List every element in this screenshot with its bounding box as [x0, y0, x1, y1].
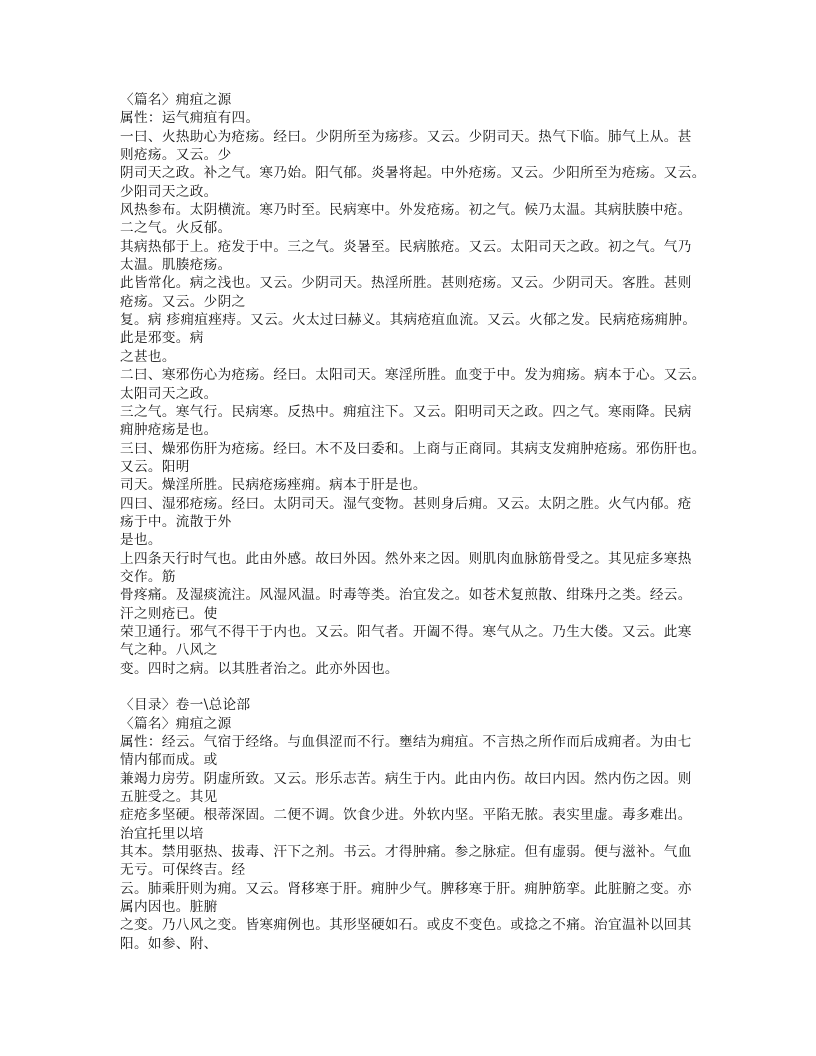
text-line: 五脏受之。其见 — [120, 789, 218, 806]
text-line: 无亏。可保终吉。经 — [120, 862, 246, 879]
text-line: 气之种。八风之 — [120, 642, 218, 659]
text-line: 阴司天之政。补之气。寒乃始。阳气郁。炎暑将起。中外疮疡。又云。少阳所至为疮疡。又云。 — [120, 165, 706, 182]
chapter-title-line: 〈篇名〉痈疽之源 — [120, 92, 232, 108]
text-line: 交作。筋 — [120, 568, 176, 585]
text-line: 治宜托里以培 — [120, 825, 204, 842]
text-line: 少阳司天之政。 — [120, 183, 218, 200]
document-page — [120, 91, 710, 953]
text-line: 三之气。寒气行。民病寒。反热中。痈疽注下。又云。阳明司天之政。四之气。寒雨降。民病 — [120, 403, 692, 420]
text-line: 太阳司天之政。 — [120, 385, 218, 402]
text-line: 荣卫通行。邪气不得干于内也。又云。阳气者。开阖不得。寒气从之。乃生大偻。又云。此寒 — [120, 623, 692, 640]
text-line: 此皆常化。病之浅也。又云。少阴司天。热淫所胜。甚则疮疡。又云。少阴司天。客胜。甚则 — [120, 275, 692, 292]
catalog-line: 〈目录〉卷一\总论部 — [120, 697, 251, 714]
chapter-title-line: 〈篇名〉痈疽之源 — [120, 715, 232, 732]
text-line: 则疮疡。又云。少 — [120, 147, 232, 164]
text-line: 汗之则疮已。使 — [120, 605, 218, 622]
text-line: 其本。禁用驱热、拔毒、汗下之剂。书云。才得肿痛。参之脉症。但有虚弱。便与滋补。气血 — [120, 844, 692, 861]
text-line: 疡于中。流散于外 — [120, 513, 232, 530]
section-source-of-abscess-internal — [120, 696, 710, 953]
text-line: 云。肺乘肝则为痈。又云。肾移寒于肝。痈肿少气。脾移寒于肝。痈肿筋挛。此脏腑之变。亦 — [120, 880, 692, 897]
text-line: 属内因也。脏腑 — [120, 899, 218, 916]
text-line: 之变。乃八风之变。皆寒痈例也。其形坚硬如石。或皮不变色。或捻之不痛。治宜温补以回其 — [120, 917, 692, 934]
text-line: 四曰、湿邪疮疡。经曰。太阴司天。湿气变物。甚则身后痈。又云。太阴之胜。火气内郁。疮 — [120, 495, 692, 512]
section-source-of-abscess-external — [120, 91, 710, 678]
text-line: 风热参布。太阴横流。寒乃时至。民病寒中。外发疮疡。初之气。候乃太温。其病肤腠中疮。 — [120, 202, 692, 219]
text-line: 是也。 — [120, 532, 162, 549]
text-line: 司天。燥淫所胜。民病疮疡痤痈。病本于肝是也。 — [120, 477, 427, 494]
text-line: 兼竭力房劳。阴虚所致。又云。形乐志苦。病生于内。此由内伤。故曰内因。然内伤之因。则 — [120, 770, 692, 787]
attribute-line: 属性：运气痈疽有四。 — [120, 110, 260, 127]
text-line: 此是邪变。病 — [120, 330, 204, 347]
text-line: 阳。如参、附、 — [120, 935, 218, 952]
text-line: 痈肿疮疡是也。 — [120, 422, 218, 439]
text-line: 太温。肌腠疮疡。 — [120, 257, 232, 274]
text-line: 上四条天行时气也。此由外感。故曰外因。然外来之因。则肌肉血脉筋骨受之。其见症多寒热 — [120, 550, 692, 567]
text-line: 其病热郁于上。疮发于中。三之气。炎暑至。民病脓疮。又云。太阳司天之政。初之气。气乃 — [120, 238, 692, 255]
text-line: 情内郁而成。或 — [120, 752, 218, 769]
attribute-line: 属性：经云。气宿于经络。与血俱涩而不行。壅结为痈疽。不言热之所作而后成痈者。为由七 — [120, 734, 692, 751]
text-line: 骨疼痛。及湿痰流注。风湿风温。时毒等类。治宜发之。如苍术复煎散、绀珠丹之类。经云。 — [120, 587, 692, 604]
section-spacer — [120, 678, 710, 696]
text-line: 复。病 疹痈疽痤痔。又云。火太过曰赫义。其病疮疽血流。又云。火郁之发。民病疮疡痈肿。 — [120, 312, 697, 329]
text-line: 三曰、燥邪伤肝为疮疡。经曰。木不及曰委和。上商与正商同。其病支发痈肿疮疡。邪伤肝也。 — [120, 440, 706, 457]
text-line: 二曰、寒邪伤心为疮疡。经曰。太阳司天。寒淫所胜。血变于中。发为痈疡。病本于心。又云。 — [120, 367, 706, 384]
text-line: 一曰、火热助心为疮疡。经曰。少阴所至为疡疹。又云。少阴司天。热气下临。肺气上从。甚 — [120, 128, 692, 145]
text-line: 症疮多坚硬。根蒂深固。二便不调。饮食少进。外软内坚。平陷无脓。表实里虚。毒多难出。 — [120, 807, 692, 824]
text-line: 之甚也。 — [120, 348, 176, 365]
text-line: 疮疡。又云。少阴之 — [120, 293, 246, 310]
text-line: 变。四时之病。以其胜者治之。此亦外因也。 — [120, 660, 399, 677]
text-line: 二之气。火反郁。 — [120, 220, 232, 237]
text-line: 又云。阳明 — [120, 458, 190, 475]
